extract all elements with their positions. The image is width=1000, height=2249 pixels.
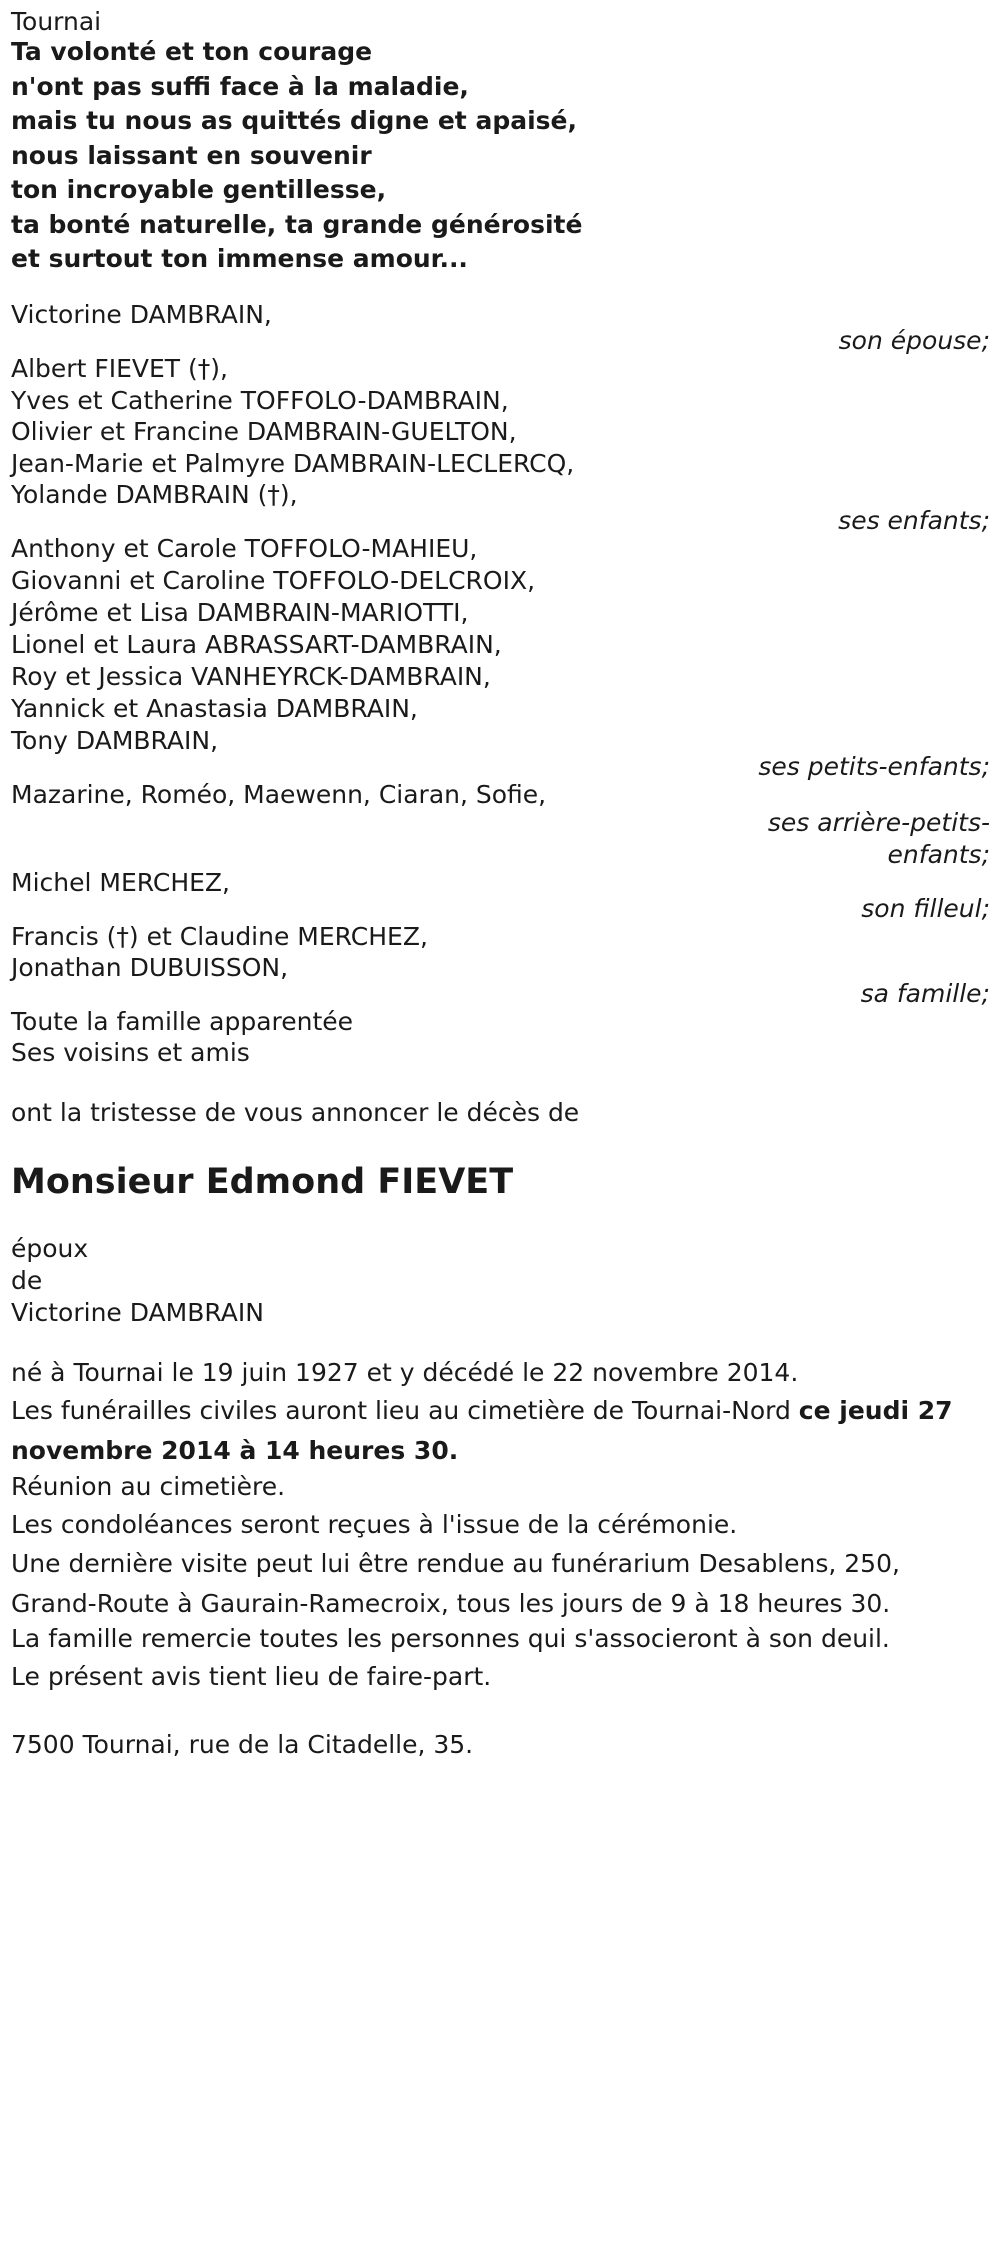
city-heading: Tournai	[11, 7, 102, 36]
grandchild-name: Lionel et Laura ABRASSART-DAMBRAIN,	[11, 630, 502, 659]
relative-name: Jonathan DUBUISSON,	[11, 953, 289, 982]
notice-text: Le présent avis tient lieu de faire-part.	[11, 1662, 492, 1691]
meeting-text: Réunion au cimetière.	[11, 1472, 286, 1501]
poem-line: Ta volonté et ton courage	[11, 37, 373, 66]
spouse-of-line: époux	[11, 1234, 89, 1263]
grandchild-name: Tony DAMBRAIN,	[11, 726, 219, 755]
poem-line: mais tu nous as quittés digne et apaisé,	[11, 106, 578, 135]
child-name: Yolande DAMBRAIN (†),	[11, 480, 298, 509]
condolences-text: Les condoléances seront reçues à l'issue de la cérémonie.	[11, 1510, 738, 1539]
address-text: 7500 Tournai, rue de la Citadelle, 35.	[11, 1730, 474, 1759]
grandchild-name: Yannick et Anastasia DAMBRAIN,	[11, 694, 418, 723]
poem-line: nous laissant en souvenir	[11, 141, 372, 170]
great-grandchildren-names: Mazarine, Roméo, Maewenn, Ciaran, Sofie,	[11, 780, 547, 809]
spouse-of-line: de	[11, 1266, 43, 1295]
visit-text: Une dernière visite peut lui être rendue au funérarium Desablens, 250, Grand-Route à Gaurain-Ramecroix, tous les jours de 9 à 18 heures 30.	[11, 1549, 900, 1618]
relative-name: Francis (†) et Claudine MERCHEZ,	[11, 922, 428, 951]
poem-line: ton incroyable gentillesse,	[11, 175, 387, 204]
funeral-text	[11, 1391, 986, 1471]
funeral-date: ce jeudi 27 novembre 2014 à 14 heures 30.	[11, 1396, 953, 1465]
others-line: Ses voisins et amis	[11, 1038, 250, 1067]
thanks-text: La famille remercie toutes les personnes qui s'associeront à son deuil.	[11, 1624, 890, 1653]
poem-line: n'ont pas suffi face à la maladie,	[11, 72, 469, 101]
child-name: Olivier et Francine DAMBRAIN-GUELTON,	[11, 417, 517, 446]
birth-death-text: né à Tournai le 19 juin 1927 et y décédé le 22 novembre 2014.	[11, 1358, 799, 1387]
spouse-of-line: Victorine DAMBRAIN	[11, 1298, 264, 1327]
godson-role: son filleul;	[861, 894, 990, 923]
child-name: Jean-Marie et Palmyre DAMBRAIN-LECLERCQ,	[11, 449, 575, 478]
grandchild-name: Roy et Jessica VANHEYRCK-DAMBRAIN,	[11, 662, 491, 691]
others-line: Toute la famille apparentée	[11, 1007, 354, 1036]
godson-name: Michel MERCHEZ,	[11, 868, 230, 897]
spouse-role: son épouse;	[838, 326, 990, 355]
children-role: ses enfants;	[838, 506, 990, 535]
announcement-text: ont la tristesse de vous annoncer le décès de	[11, 1098, 580, 1127]
deceased-name: Monsieur Edmond FIEVET	[11, 1162, 514, 1202]
grandchild-name: Giovanni et Caroline TOFFOLO-DELCROIX,	[11, 566, 536, 595]
grandchild-name: Jérôme et Lisa DAMBRAIN-MARIOTTI,	[11, 598, 469, 627]
grandchild-name: Anthony et Carole TOFFOLO-MAHIEU,	[11, 534, 478, 563]
spouse-name: Victorine DAMBRAIN,	[11, 300, 272, 329]
poem-line: et surtout ton immense amour...	[11, 244, 468, 273]
child-name: Albert FIEVET (†),	[11, 354, 228, 383]
great-grandchildren-role: ses arrière-petits-	[767, 808, 990, 837]
grandchildren-role: ses petits-enfants;	[758, 752, 990, 781]
child-name: Yves et Catherine TOFFOLO-DAMBRAIN,	[11, 386, 509, 415]
poem-line: ta bonté naturelle, ta grande générosité	[11, 210, 583, 239]
funeral-text-plain: Les funérailles civiles auront lieu au cimetière de Tournai-Nord	[11, 1396, 799, 1425]
great-grandchildren-role: enfants;	[887, 840, 990, 869]
relatives-role: sa famille;	[860, 979, 990, 1008]
